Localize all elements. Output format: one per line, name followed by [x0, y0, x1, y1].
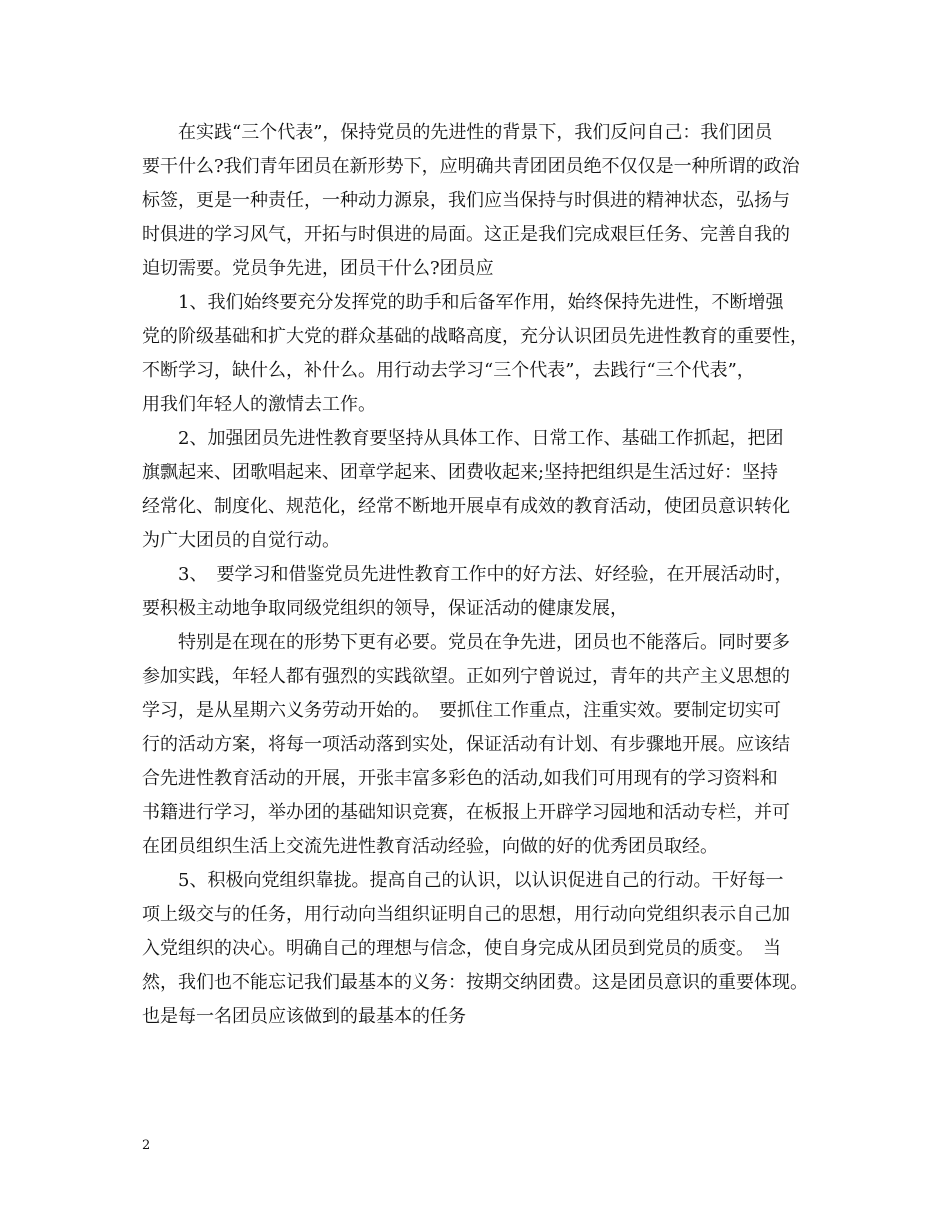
page-number: 2: [142, 1138, 151, 1153]
paragraph-intro-line-2: 要干什么?我们青年团员在新形势下，应明确共青团团员绝不仅仅是一种所谓的政治: [142, 156, 800, 177]
paragraph-3-line-1: 3、 要学习和借鉴党员先进性教育工作中的好方法、好经验，在开展活动时，: [178, 564, 793, 585]
paragraph-4-line-3: 学习，是从星期六义务劳动开始的。 要抓住工作重点，注重实效。要制定切实可: [142, 700, 781, 721]
paragraph-2-line-1: 2、加强团员先进性教育要坚持从具体工作、日常工作、基础工作抓起，把团: [178, 428, 784, 449]
paragraph-5-line-3: 入党组织的决心。明确自己的理想与信念，使自身完成从团员到党员的质变。 当: [142, 938, 781, 959]
paragraph-2-line-2: 旗飘起来、团歌唱起来、团章学起来、团费收起来;坚持把组织是生活过好：坚持: [142, 462, 779, 483]
paragraph-1-line-1: 1、我们始终要充分发挥党的助手和后备军作用，始终保持先进性，不断增强: [178, 292, 784, 313]
paragraph-intro-line-3: 标签，更是一种责任，一种动力源泉，我们应当保持与时俱进的精神状态，弘扬与: [142, 190, 790, 211]
paragraph-2-line-3: 经常化、制度化、规范化，经常不断地开展卓有成效的教育活动，使团员意识转化: [142, 496, 790, 517]
paragraph-4-line-4: 行的活动方案，将每一项活动落到实处，保证活动有计划、有步骤地开展。应该结: [142, 734, 790, 755]
paragraph-5-line-1: 5、积极向党组织靠拢。提高自己的认识，以认识促进自己的行动。干好每一: [178, 870, 784, 891]
paragraph-1-line-2: 党的阶级基础和扩大党的群众基础的战略高度，充分认识团员先进性教育的重要性，: [142, 326, 808, 347]
paragraph-1-line-3: 不断学习，缺什么，补什么。用行动去学习“三个代表”，去践行“三个代表”，: [142, 360, 755, 381]
paragraph-4-line-7: 在团员组织生活上交流先进性教育活动经验，向做的好的优秀团员取经。: [142, 836, 718, 857]
paragraph-5-line-2: 项上级交与的任务，用行动向当组织证明自己的思想，用行动向党组织表示自己加: [142, 904, 790, 925]
paragraph-5-line-4: 然，我们也不能忘记我们最基本的义务：按期交纳团费。这是团员意识的重要体现。: [142, 972, 808, 993]
paragraph-intro-line-5: 迫切需要。党员争先进，团员干什么?团员应: [142, 258, 494, 279]
paragraph-4-line-5: 合先进性教育活动的开展，开张丰富多彩色的活动,如我们可用现有的学习资料和: [142, 768, 778, 789]
paragraph-2-line-4: 为广大团员的自觉行动。: [142, 530, 340, 551]
paragraph-1-line-4: 用我们年轻人的激情去工作。: [142, 394, 376, 415]
paragraph-4-line-1: 特别是在现在的形势下更有必要。党员在争先进，团员也不能落后。同时要多: [178, 632, 790, 653]
paragraph-intro-line-4: 时俱进的学习风气，开拓与时俱进的局面。这正是我们完成艰巨任务、完善自我的: [142, 224, 790, 245]
paragraph-intro-line-1: 在实践“三个代表”，保持党员的先进性的背景下，我们反问自己：我们团员: [178, 122, 773, 143]
body-text: [142, 116, 832, 1034]
paragraph-4-line-6: 书籍进行学习，举办团的基础知识竞赛，在板报上开辟学习园地和活动专栏，并可: [142, 802, 790, 823]
paragraph-4-line-2: 参加实践，年轻人都有强烈的实践欲望。正如列宁曾说过，青年的共产主义思想的: [142, 666, 790, 687]
paragraph-5-line-5: 也是每一名团员应该做到的最基本的任务: [142, 1006, 466, 1027]
paragraph-3-line-2: 要积极主动地争取同级党组织的领导，保证活动的健康发展，: [142, 598, 628, 619]
